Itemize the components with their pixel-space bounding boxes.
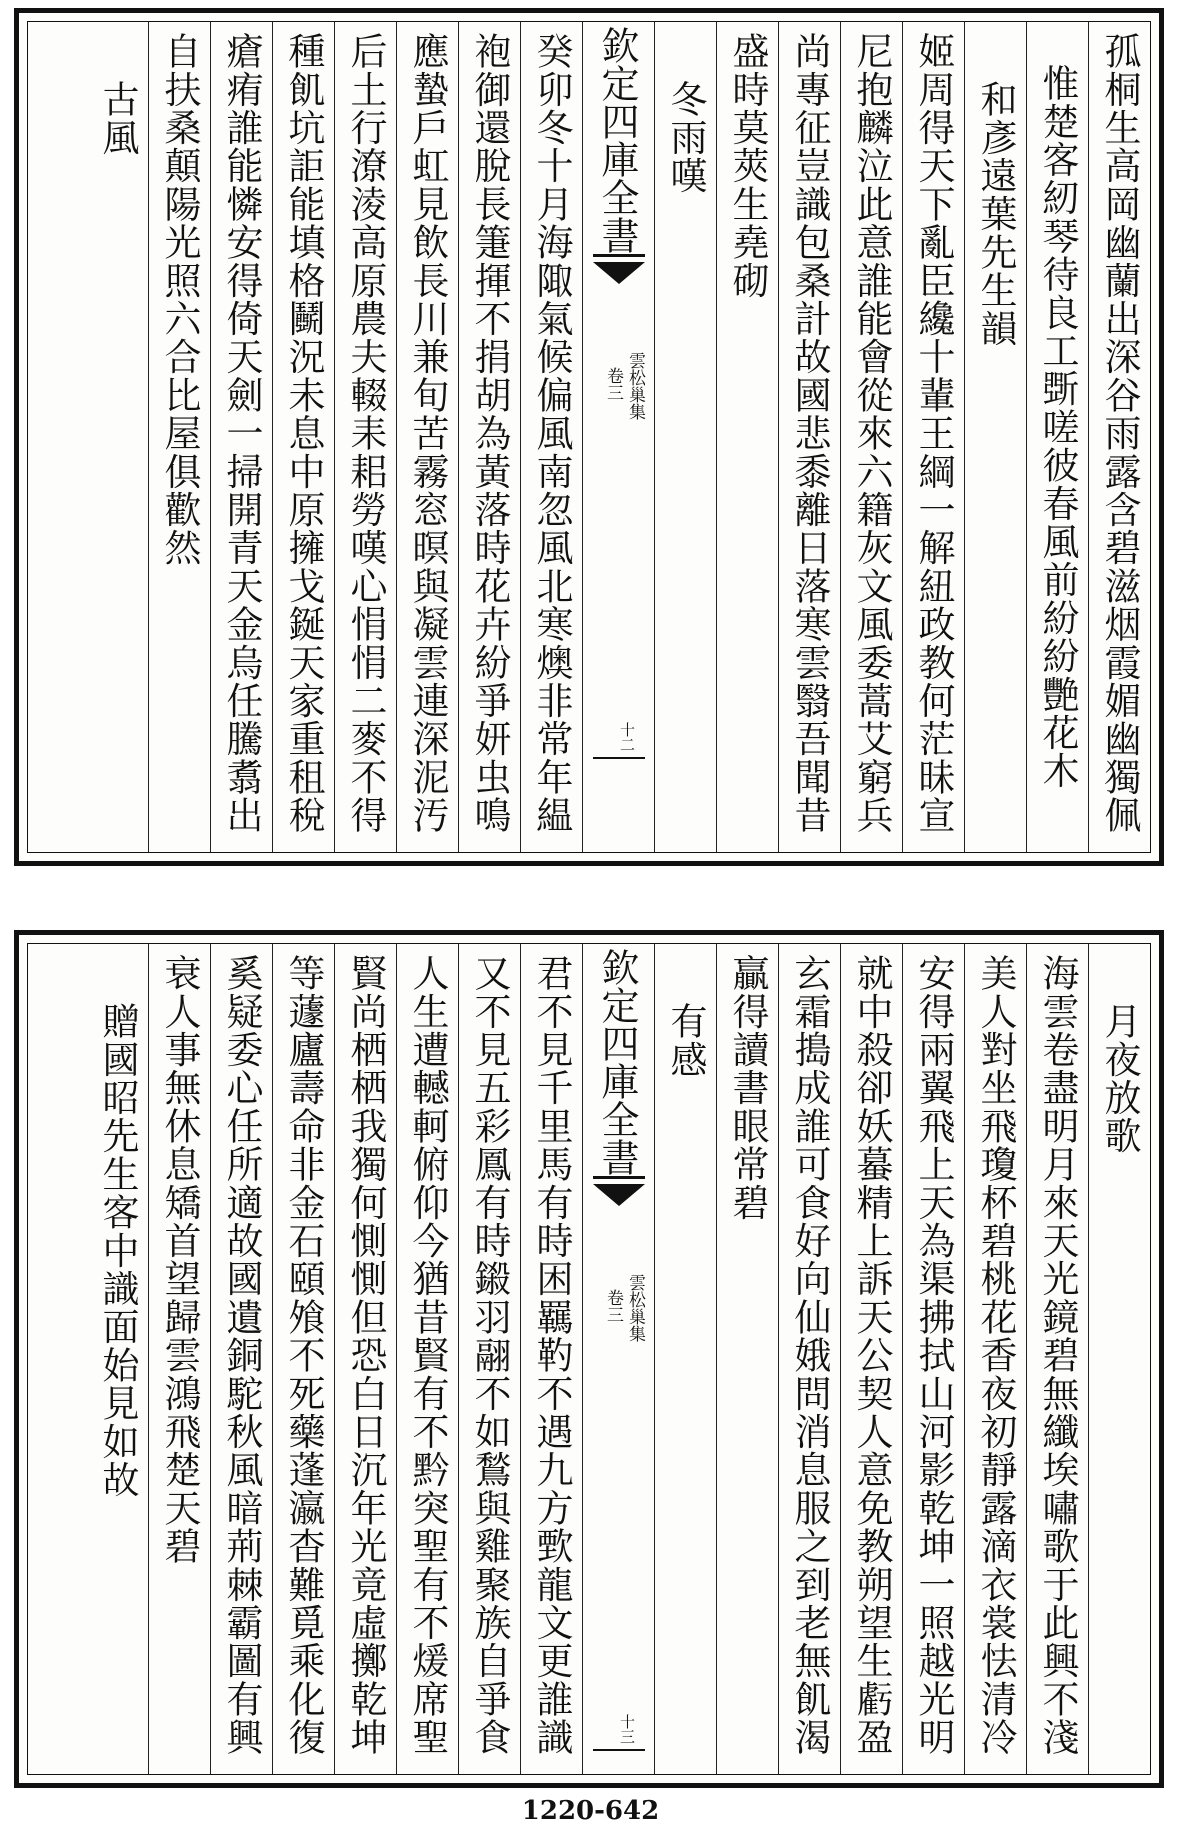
column-text: 姬周得天下亂臣纔十輩王綱一解紐政教何茫昧宣 [912,32,955,835]
fishtail-mark [593,254,645,257]
column-text: 種飢坑詎能填格鬭況未息中原擁戈鋋天家重租稅 [282,32,325,835]
text-column [654,22,716,852]
page-code: 1220-642 [521,1796,660,1826]
top-page [14,8,1164,866]
text-column [334,22,396,852]
text-column [778,944,840,1774]
text-column [1088,22,1150,852]
center-spine [582,944,654,1774]
book-title: 欽定四庫全書 [595,948,639,1176]
column-text: 奚疑委心任所適故國遺銅駝秋風暗荊棘霸圖有興 [220,954,263,1757]
fishtail-mark [593,1176,645,1179]
column-text: 衰人事無休息矯首望歸雲鴻飛楚天碧 [158,954,201,1566]
top-page-frame [27,21,1151,853]
collection-name: 雲松巢集 [625,352,645,420]
volume-label: 卷三 [603,367,623,401]
column-text: 瘡痏誰能憐安得倚天劍一掃開青天金烏任騰翥出 [220,32,263,835]
column-text: 自扶桑顛陽光照六合比屋俱歡然 [158,32,201,567]
text-column [1026,944,1088,1774]
column-text: 贏得讀書眼常碧 [726,954,769,1222]
poem-title: 月夜放歌 [1098,1002,1141,1155]
text-column [148,944,210,1774]
poem-title: 贈國昭先生客中識面始見如故 [96,1002,139,1499]
volume-label: 卷三 [603,1289,623,1323]
text-column [210,944,272,1774]
column-text: 賢尚栖栖我獨何惻惻但恐白日沉年光竟虛擲乾坤 [344,954,387,1757]
text-column [272,944,334,1774]
column-text: 盛時莫莢生堯砌 [726,32,769,300]
center-spine [582,22,654,852]
column-text: 美人對坐飛瓊杯碧桃花香夜初靜露滴衣裳怯清冷 [974,954,1017,1757]
text-column [148,22,210,852]
column-text: 后土行潦淩高原農夫輟耒耜勞嘆心悁悁二麥不得 [344,32,387,835]
fishtail-mark-icon [593,1184,645,1206]
text-column [28,944,148,1774]
text-column [964,944,1026,1774]
text-column [840,944,902,1774]
column-text: 君不見千里馬有時困羈靮不遇九方歅龍文更誰識 [530,954,573,1757]
page-number: 十二 [618,722,636,752]
collection-name: 雲松巢集 [625,1274,645,1342]
text-column [272,22,334,852]
text-column [458,944,520,1774]
text-column [520,22,582,852]
column-text: 安得兩翼飛上天為渠拂拭山河影乾坤一照越光明 [912,954,955,1757]
text-column [654,944,716,1774]
poem-title: 古風 [96,80,139,157]
text-column [520,944,582,1774]
spine-rule [593,757,645,759]
text-column [840,22,902,852]
text-column [716,944,778,1774]
book-title: 欽定四庫全書 [595,26,639,254]
column-text: 海雲卷盡明月來天光鏡碧無纖埃嘯歌于此興不淺 [1036,954,1079,1757]
poem-title: 和彥遠葉先生韻 [974,80,1017,348]
text-column [210,22,272,852]
poem-title: 冬雨嘆 [664,80,707,195]
column-text: 惟楚客紉琴待良工斲嗟彼春風前紛紛艷花木 [1036,64,1079,790]
column-text: 玄霜搗成誰可食好向仙娥問消息服之到老無飢渴 [788,954,831,1757]
text-column [778,22,840,852]
column-text: 孤桐生高岡幽蘭出深谷雨露含碧滋烟霞媚幽獨佩 [1098,32,1141,835]
column-text: 又不見五彩鳳有時鎩羽翮不如鶖與雞聚族自爭食 [468,954,511,1757]
page-number: 十三 [618,1714,636,1744]
text-column [716,22,778,852]
fishtail-mark-icon [593,262,645,284]
column-text: 人生遭轗軻俯仰今猶昔賢有不黔突聖有不煖席聖 [406,954,449,1757]
column-text: 袍御還脫長箑揮不捐胡為黃落時花卉紛爭妍虫鳴 [468,32,511,835]
text-column [396,22,458,852]
column-text: 等蘧廬壽命非金石頤飧不死藥蓬瀛杳難覓乘化復 [282,954,325,1757]
text-column [902,22,964,852]
text-column [458,22,520,852]
column-text: 尚專征豈識包桑計故國悲黍離日落寒雲翳吾聞昔 [788,32,831,835]
text-column [1088,944,1150,1774]
text-column [28,22,148,852]
column-text: 就中殺卻妖蟇精上訴天公契人意免教朔望生虧盈 [850,954,893,1757]
spine-rule [593,1749,645,1751]
bottom-page-frame [27,943,1151,1775]
text-column [334,944,396,1774]
text-column [396,944,458,1774]
bottom-page [14,930,1164,1788]
column-text: 癸卯冬十月海陬氣候偏風南忽風北寒燠非常年緼 [530,32,573,835]
column-text: 尼抱麟泣此意誰能會從來六籍灰文風委蒿艾窮兵 [850,32,893,835]
column-text: 應蟄戶虹見飲長川兼旬苦霧窓暝與凝雲連深泥汚 [406,32,449,835]
text-column [902,944,964,1774]
poem-title: 有感 [664,1002,707,1079]
text-column [1026,22,1088,852]
text-column [964,22,1026,852]
